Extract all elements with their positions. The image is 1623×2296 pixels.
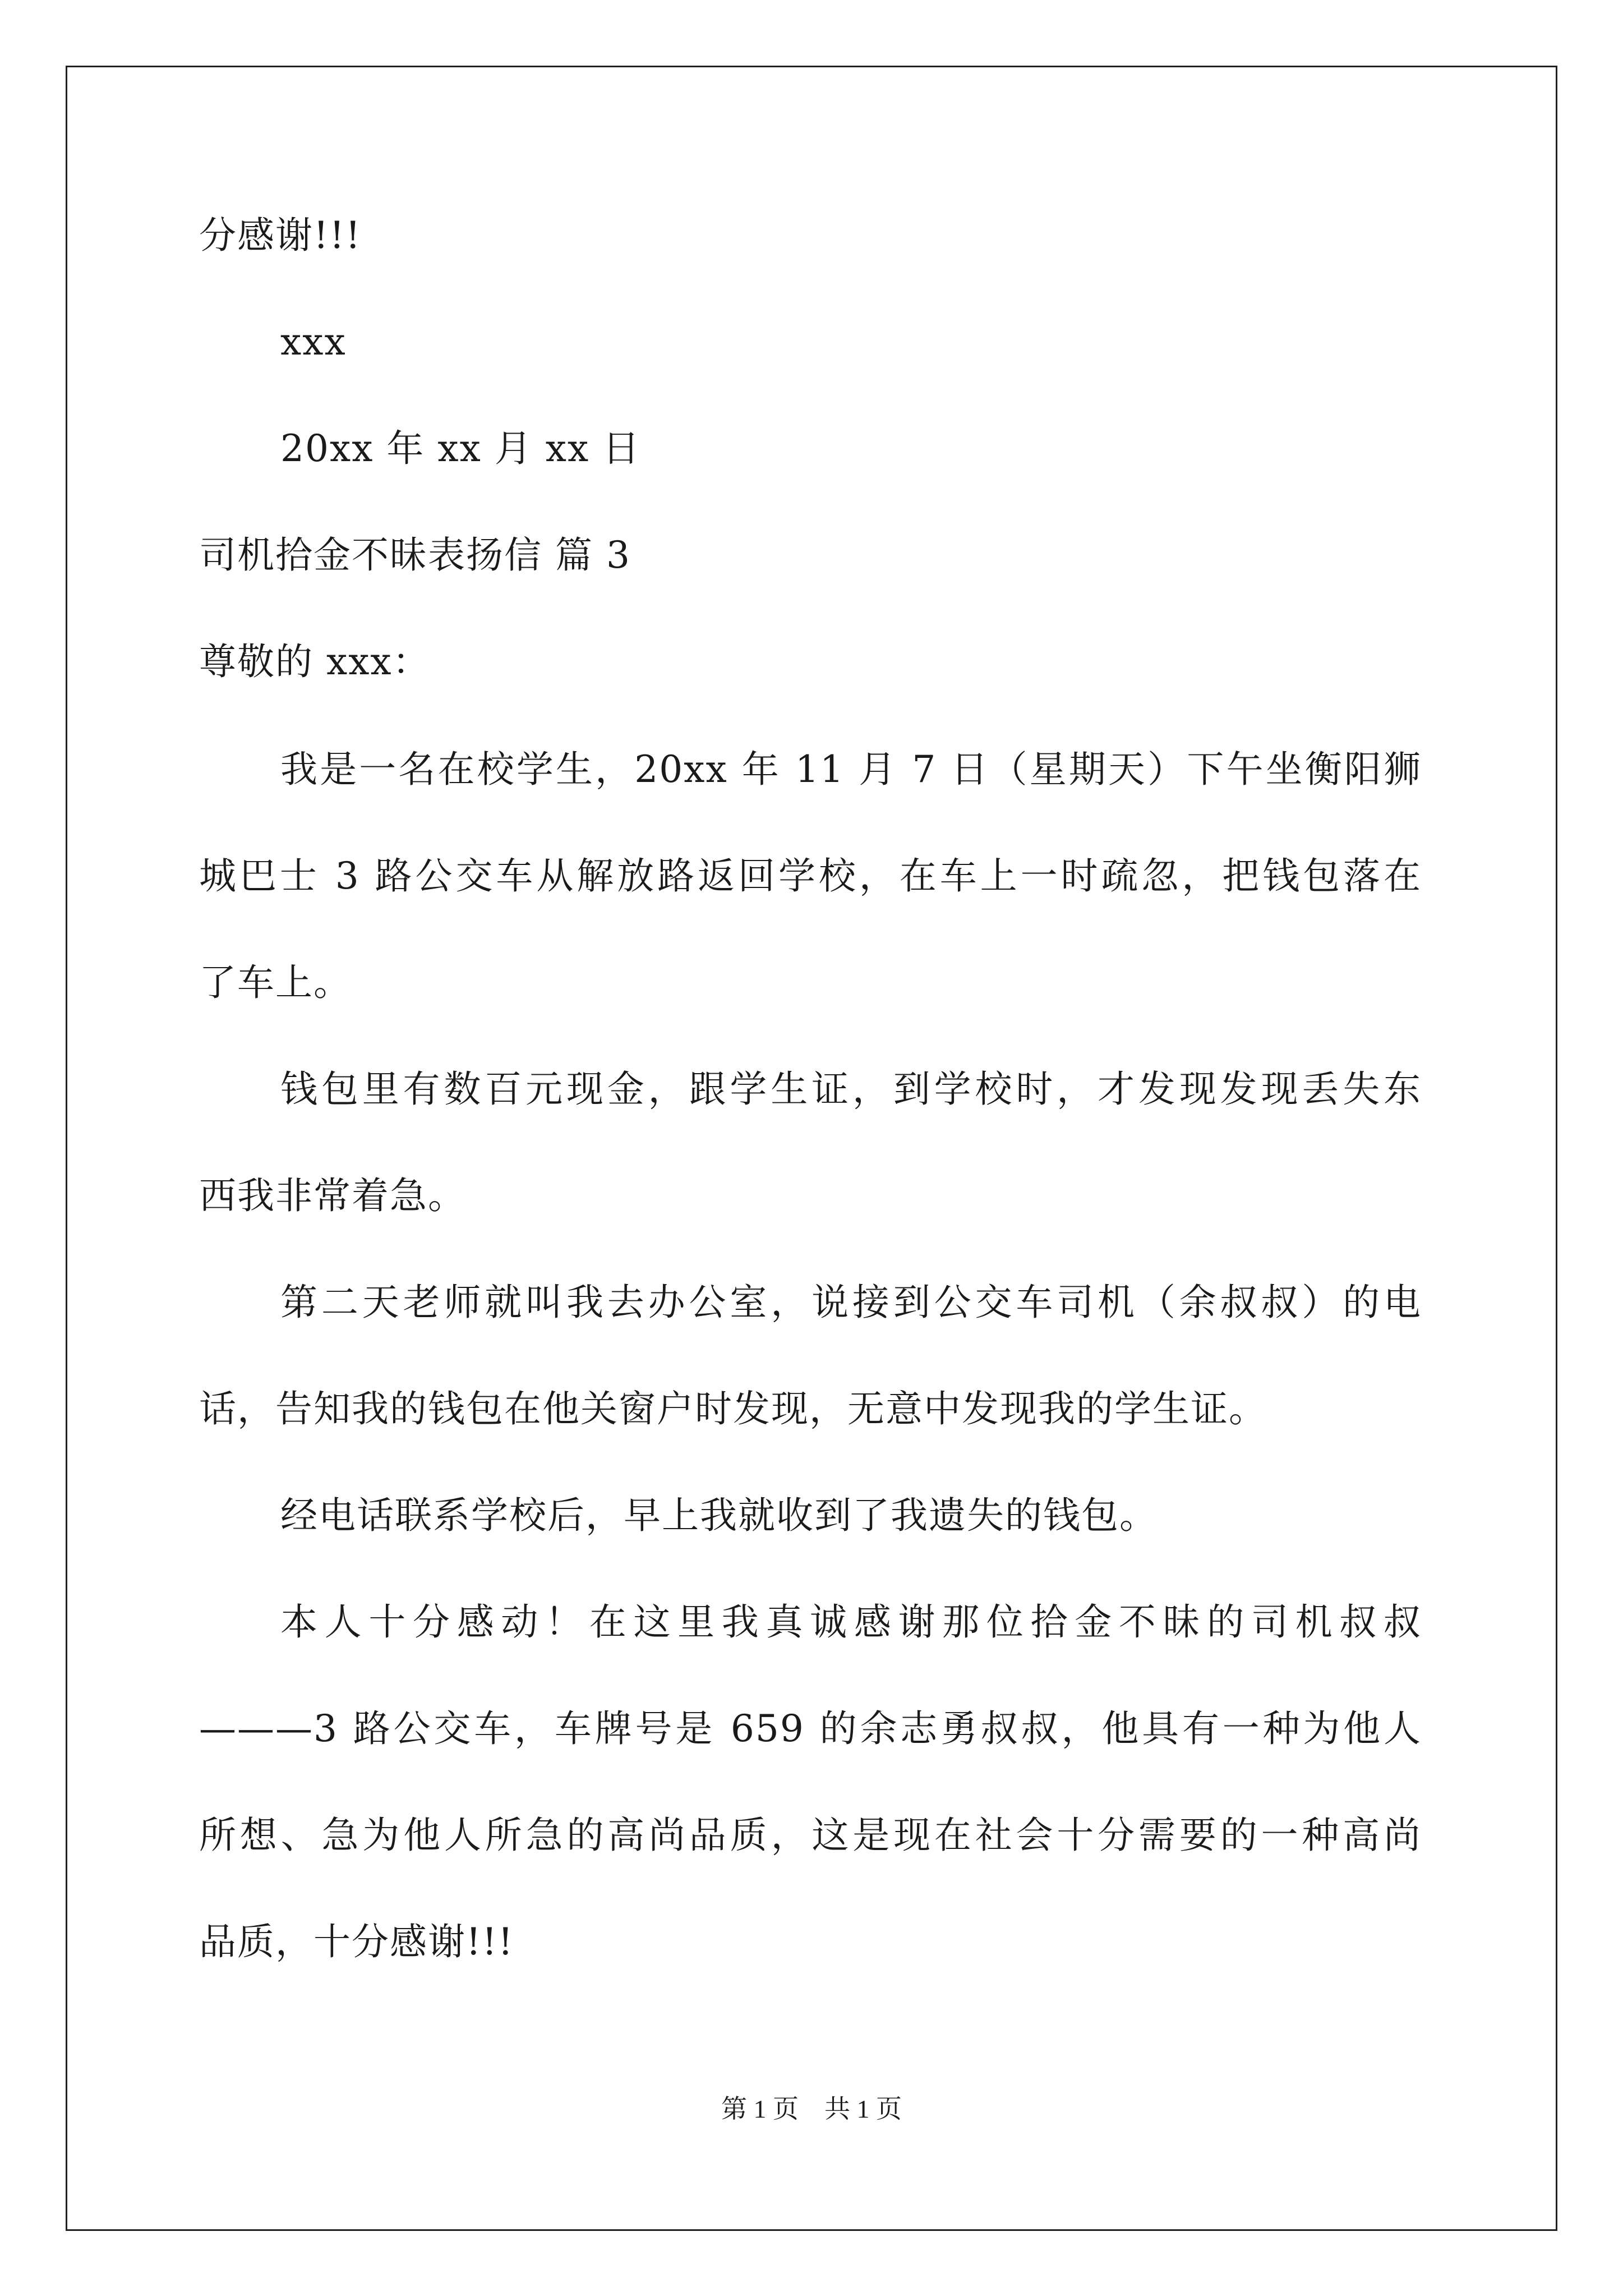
paragraph-line: 了车上。 [199,961,352,1004]
salutation: 尊敬的 xxx： [199,640,431,683]
paragraph-line: ———3 路公交车，车牌号是 659 的余志勇叔叔，他具有一种为他人 [199,1707,1422,1750]
paragraph-line: 城巴士 3 路公交车从解放路返回学校，在车上一时疏忽，把钱包落在 [199,854,1422,898]
paragraph-line: 西我非常着急。 [199,1174,466,1217]
paragraph-line: 话，告知我的钱包在他关窗户时发现，无意中发现我的学生证。 [199,1387,1267,1430]
paragraph-line: 第二天老师就叫我去办公室，说接到公交车司机（余叔叔）的电 [280,1281,1422,1324]
text-line-closing-thanks: 分感谢!!! [199,214,362,257]
page-border [66,66,1557,2231]
paragraph-line: 我是一名在校学生，20xx 年 11 月 7 日（星期天）下午坐衡阳狮 [280,748,1422,791]
date-line: 20xx 年 xx 月 xx 日 [280,427,641,470]
paragraph-line: 品质，十分感谢!!! [199,1920,514,1963]
signature-line: xxx [280,320,347,364]
paragraph-line: 经电话联系学校后，早上我就收到了我遗失的钱包。 [280,1494,1158,1537]
section-heading: 司机拾金不昧表扬信 篇 3 [199,533,631,577]
paragraph-line: 本人十分感动！在这里我真诚感谢那位拾金不昧的司机叔叔 [280,1600,1422,1644]
paragraph-line: 所想、急为他人所急的高尚品质，这是现在社会十分需要的一种高尚 [199,1814,1422,1857]
paragraph-line: 钱包里有数百元现金，跟学生证，到学校时，才发现发现丢失东 [280,1068,1422,1111]
page-number-footer: 第 1 页 共 1 页 [721,2095,902,2123]
